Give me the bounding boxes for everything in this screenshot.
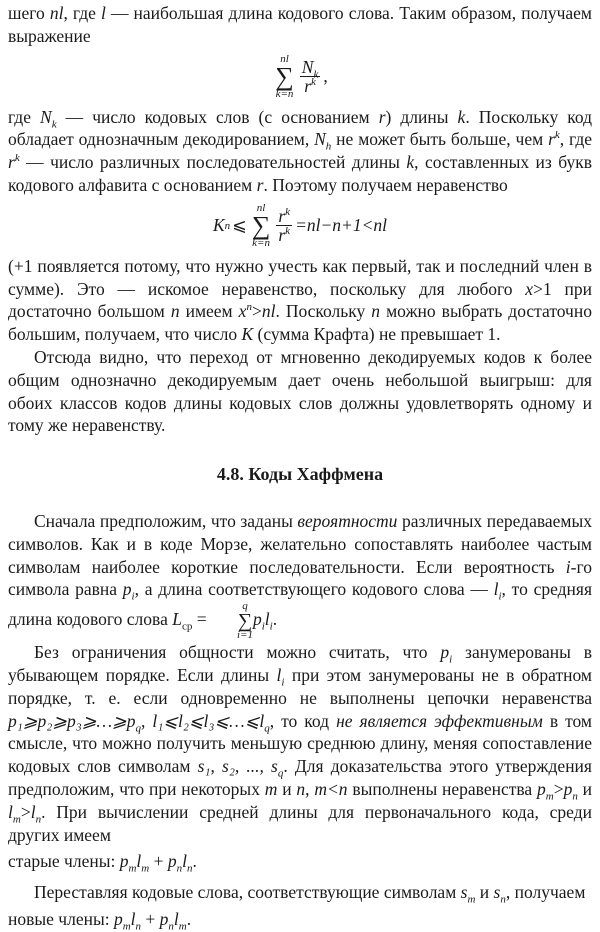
summation: nl ∑ k=n	[275, 52, 294, 100]
formula-kraft-inequality: K n ⩽ nl ∑ k=n $\frac{r^k}{r^k}$ =nl−n+1<nl	[212, 201, 388, 249]
section-heading: 4.8. Коды Хаффмена	[216, 464, 384, 485]
equation-new-terms: новые члены: $p_ml_n + p_nl_m$.	[8, 908, 192, 932]
equation-old-terms: старые члены: $p_ml_m + p_nl_n$.	[8, 851, 197, 875]
paragraph-ordering: Без ограничения общности можно считать, что $p_i$ занумерованы в убывающем порядке. Если длины $l_i$ при этом занумерованы не в обратном порядке, т. е. если одновременно не выполнены цепочки неравенства $p_1⩾p_2⩾p_3⩾\dots⩾p_q$, $l_1⩽l_2⩽l_3⩽\dots⩽l_q$, то код не является эффективным в том смысле, что можно получить меньшую среднюю длину, меняя сопоставление кодовых слов символам s₁, s₂, ..., $s_q$. Для доказательства этого утверждения предположим, что при некоторых m и n, m<n выполнены неравенства $p_m>p_n$ и $l_m>l_n$. При вычислении средней длины для первоначального кода, среди других имеем	[8, 642, 593, 845]
paragraph-probabilities: Сначала предположим, что заданы вероятности различных передаваемых символов. Как и в коде Морзе, желательно сопоставлять наиболее частым символам наиболее короткие последовательности. Если вероятность i-го символа равна $p_i$, а длина соответствующего кодового слова — $l_i$, то средняя длина кодового слова $L_{ср}$ = q ∑ i=1 $p_il_i$.	[8, 510, 592, 642]
summation: q ∑ i=1	[236, 600, 253, 642]
summation: nl ∑ k=n	[251, 201, 271, 249]
formula-sum-nk-over-rk: nl ∑ k=n $\frac{N_k}{r^k}$ ,	[275, 52, 328, 100]
paragraph-swap: Переставляя кодовые слова, соответствующие символам $s_m$ и $s_n$, получаем	[34, 882, 586, 906]
paragraph-conclusion: Отсюда видно, что переход от мгновенно декодируемых кодов к более общим однозначно декодируемым дает очень небольшой выигрыш: для обоих классов кодов длины кодовых слов должны удовлетворять одному и тому же неравенству.	[8, 346, 592, 436]
paragraph-plus-one: (+1 появляется потому, что нужно учесть как первый, так и последний член в сумме). Это — искомое неравенство, поскольку для любого x>1 при достаточно большом n имеем $x^n>nl$. Поскольку n можно выбрать достаточно большим, получаем, что число K (сумма Крафта) не превышает 1.	[8, 255, 592, 345]
fraction: $\frac{r^k}{r^k}$	[278, 205, 291, 246]
paragraph-intro: шего nl, где l — наибольшая длина кодового слова. Таким образом, получаем выражение	[8, 3, 592, 46]
paragraph-where-nk: где $N_k$ — число кодовых слов (с основанием r) длины k. Поскольку код обладает однозначным декодированием, $N_h$ не может быть больше, чем $r^k$, где $r^k$ — число различных последовательностей длины k, составленных из букв кодового алфавита с основанием r. Поэтому получаем неравенство	[8, 106, 593, 195]
fraction: $\frac{N_k}{r^k}$	[301, 56, 319, 97]
